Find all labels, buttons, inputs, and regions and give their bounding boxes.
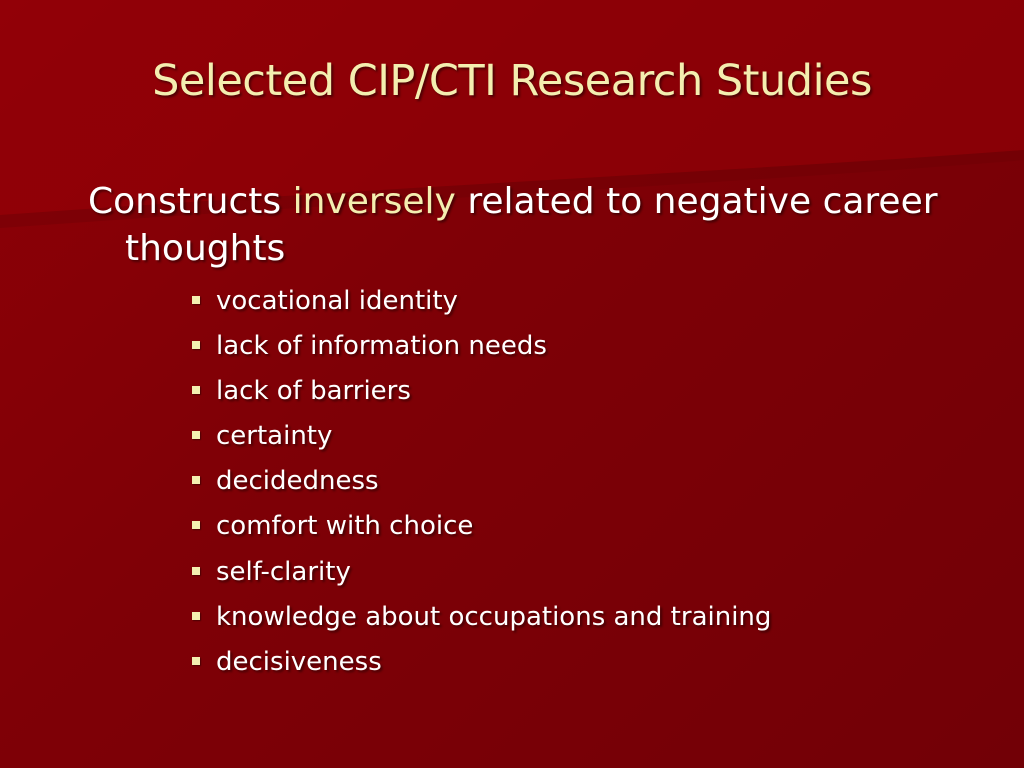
list-item <box>190 641 771 686</box>
square-bullet-icon <box>192 296 200 304</box>
slide-title: Selected CIP/CTI Research Studies <box>152 56 872 106</box>
list-item <box>190 280 771 325</box>
list-item <box>190 415 771 460</box>
square-bullet-icon <box>192 476 200 484</box>
heading-emphasis: inversely <box>292 181 456 222</box>
square-bullet-icon <box>192 567 200 575</box>
bullet-text: knowledge about occupations and training <box>216 601 772 632</box>
bullet-text: lack of barriers <box>216 376 411 407</box>
square-bullet-icon <box>192 431 200 439</box>
list-item <box>190 370 771 415</box>
square-bullet-icon <box>192 341 200 349</box>
list-item <box>190 551 771 596</box>
bullet-text: self-clarity <box>216 556 351 587</box>
bullet-text: decidedness <box>216 466 379 497</box>
bullet-list <box>190 280 771 686</box>
list-item <box>190 596 771 641</box>
bullet-text: lack of information needs <box>216 331 547 362</box>
section-heading <box>88 178 985 272</box>
bullet-text: vocational identity <box>216 286 458 316</box>
square-bullet-icon <box>192 521 200 529</box>
square-bullet-icon <box>192 657 200 665</box>
heading-text-before: Constructs <box>88 181 293 222</box>
square-bullet-icon <box>192 612 200 620</box>
list-item <box>190 325 771 370</box>
square-bullet-icon <box>192 386 200 394</box>
bullet-text: certainty <box>216 421 333 452</box>
list-item <box>190 505 771 550</box>
heading-text-after: related to negative career thoughts <box>125 181 938 269</box>
bullet-text: decisiveness <box>216 646 382 677</box>
bullet-text: comfort with choice <box>216 511 474 542</box>
list-item <box>190 460 771 505</box>
